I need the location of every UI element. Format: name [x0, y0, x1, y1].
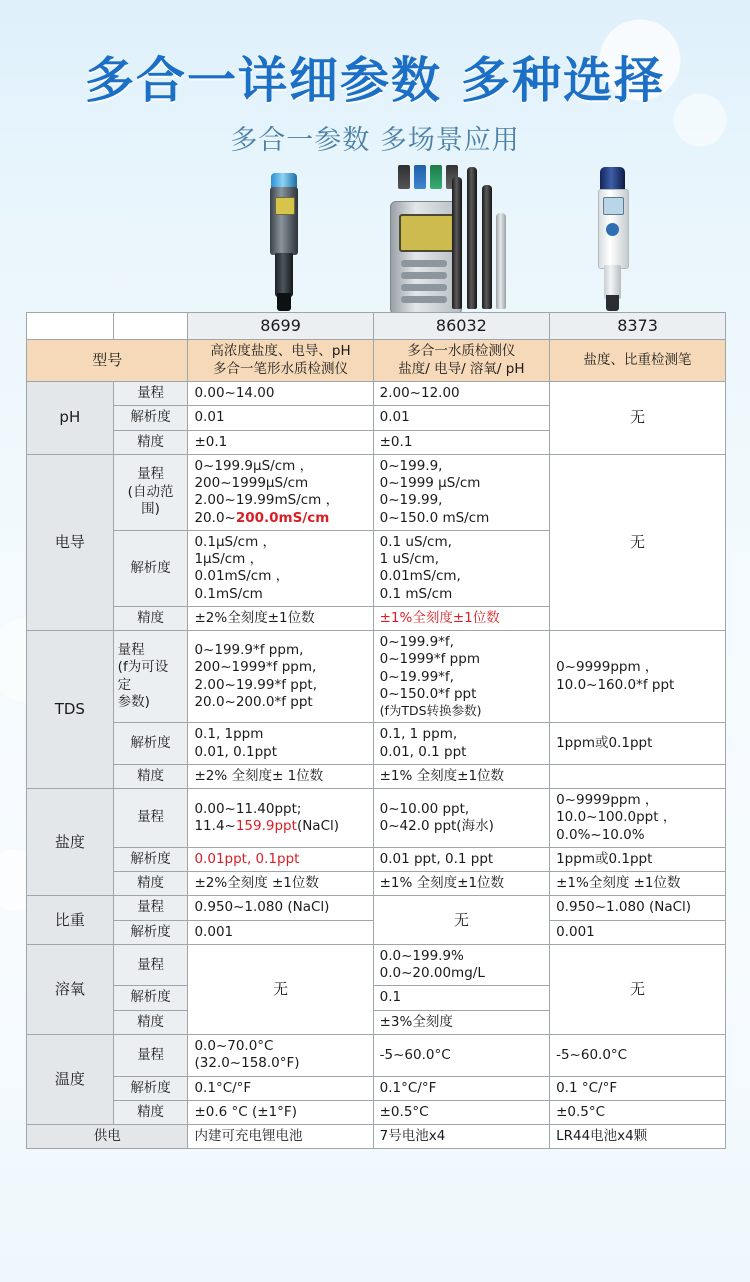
page-subheadline: 多合一参数 多场景应用: [230, 125, 520, 156]
table-row: [27, 1076, 726, 1100]
cell-line: 0~1999*f ppm: [379, 651, 480, 668]
header-desc-8373: [550, 340, 726, 382]
cell-8699: 无: [188, 944, 373, 1034]
row-label: 量程: [113, 789, 188, 848]
highlight-value: 200.0mS/cm: [235, 509, 330, 526]
cell-8373: 0.950~1.080 (NaCl): [550, 896, 726, 920]
cell-line: 0~9999ppm ，: [556, 659, 659, 676]
group-label-specific-gravity: 比重: [27, 896, 114, 945]
cell-line: 2.00~19.99mS/cm ，: [194, 492, 340, 509]
cell-line: 0~19.99,: [379, 492, 443, 509]
specification-table: [26, 312, 726, 1149]
table-row: [27, 1100, 726, 1124]
row-label: 解析度: [113, 723, 188, 765]
header-desc-line1: 高浓度盐度、电导、pH: [210, 343, 351, 360]
cell-86032: 2.00~12.00: [373, 382, 549, 406]
product-image-8699: [262, 173, 308, 313]
cell-8373: 0.1 °C/°F: [550, 1076, 726, 1100]
header-desc-line1: 盐度、比重检测笔: [583, 352, 692, 369]
row-label-line2: (f为可设定: [117, 659, 169, 693]
row-label: 精度: [113, 1010, 188, 1034]
cell-8699: 0.01: [188, 406, 373, 430]
row-label: [113, 631, 188, 723]
cell-8373: 无: [550, 454, 726, 630]
pen-probe: [275, 253, 293, 297]
table-header-descriptions: [27, 340, 726, 382]
cell-line: 0~150.0*f ppt: [379, 685, 477, 702]
row-label: 解析度: [113, 1076, 188, 1100]
cell-8373: ±0.5°C: [550, 1100, 726, 1124]
pen-button: [606, 223, 619, 236]
cell-line: 0.1 mS/cm: [379, 585, 453, 602]
cell-8373: 无: [550, 382, 726, 455]
cell-line: 0~199.9*f,: [379, 634, 454, 651]
cell-8699: ±2% 全刻度± 1位数: [188, 764, 373, 788]
table-row: [27, 896, 726, 920]
cell-86032: [373, 530, 549, 606]
cell-8699: 0.01ppt, 0.1ppt: [188, 847, 373, 871]
table-row-power: [27, 1125, 726, 1149]
cell-86032: [373, 631, 549, 723]
cell-86032: 无: [373, 896, 549, 945]
cell-86032: ±1%全刻度±1位数: [373, 606, 549, 630]
cell-8373: [550, 789, 726, 848]
pen-display: [603, 197, 624, 215]
page-headline: 多合一详细参数 多种选择: [84, 52, 666, 109]
cell-8699: 0.1°C/°F: [188, 1076, 373, 1100]
row-label: 量程: [113, 944, 188, 986]
row-label-line3: 参数): [117, 693, 150, 710]
row-label: 解析度: [113, 406, 188, 430]
product-image-8373: [590, 167, 636, 313]
cell-line: (32.0~158.0°F): [194, 1055, 300, 1072]
group-label-temperature: 温度: [27, 1034, 114, 1124]
cell-line: 200~1999*f ppm,: [194, 659, 317, 676]
header-corner-blank2: [113, 313, 188, 340]
meter-keypad: [401, 260, 451, 300]
group-label-ph: pH: [27, 382, 114, 455]
cell-8699: ±2%全刻度 ±1位数: [188, 872, 373, 896]
cell-86032: 0.1°C/°F: [373, 1076, 549, 1100]
cell-line-highlight: 20.0~200.0mS/cm: [194, 509, 330, 526]
cell-8373: 1ppm或0.1ppt: [550, 723, 726, 765]
row-label: 精度: [113, 430, 188, 454]
meter-display: [399, 214, 457, 252]
cell-86032: ±1% 全刻度±1位数: [373, 764, 549, 788]
cell-86032: [373, 454, 549, 530]
table-row: [27, 847, 726, 871]
table-row: [27, 944, 726, 986]
cell-line: 0.1, 1 ppm,: [379, 726, 458, 743]
row-label: 解析度: [113, 920, 188, 944]
cell-line: 0.01, 0.1 ppt: [379, 743, 467, 760]
cell-86032: ±0.1: [373, 430, 549, 454]
cell-8373: 0.001: [550, 920, 726, 944]
row-label: 解析度: [113, 847, 188, 871]
cell-line: 0.1mS/cm: [194, 585, 263, 602]
row-label: 精度: [113, 872, 188, 896]
table-row: [27, 454, 726, 530]
table-row: [27, 764, 726, 788]
header-model-86032: 86032: [373, 313, 549, 340]
cell-8699: [188, 631, 373, 723]
cell-line: 0~19.99*f,: [379, 668, 454, 685]
cell-86032: -5~60.0°C: [373, 1034, 549, 1076]
group-label-tds: TDS: [27, 631, 114, 789]
cell-8699: 0.001: [188, 920, 373, 944]
cell-8373: [550, 764, 726, 788]
pen-tip: [277, 293, 291, 311]
header-model-8373: 8373: [550, 313, 726, 340]
cell-line: (f为TDS转换参数): [379, 703, 482, 719]
group-label-conductivity: 电导: [27, 454, 114, 630]
cell-line: 0.0~70.0°C: [194, 1037, 274, 1054]
table-row: [27, 723, 726, 765]
cell-line: 0.1µS/cm ，: [194, 533, 277, 550]
product-photo-row: [0, 160, 750, 315]
cell-line: 0.01mS/cm,: [379, 568, 461, 585]
cell-8373: 1ppm或0.1ppt: [550, 847, 726, 871]
row-label: 精度: [113, 1100, 188, 1124]
cell-8699: [188, 789, 373, 848]
cell-86032: 0.01 ppt, 0.1 ppt: [373, 847, 549, 871]
cell-line: 2.00~19.99*f ppt,: [194, 676, 318, 693]
cell-line: 0~199.9µS/cm ，: [194, 457, 314, 474]
pen-cap: [600, 167, 625, 191]
cell-line: 0.0~20.00mg/L: [379, 965, 485, 982]
row-label-power: 供电: [27, 1125, 188, 1149]
cell-line: 0.01, 0.1ppt: [194, 743, 278, 760]
cell-line: 0.01mS/cm ，: [194, 568, 290, 585]
cell-86032: 0.1: [373, 986, 549, 1010]
row-label: 量程: [113, 896, 188, 920]
row-label: 解析度: [113, 530, 188, 606]
highlight-value: 159.9ppt: [235, 817, 297, 834]
cell-8699: [188, 530, 373, 606]
table-row: [27, 1034, 726, 1076]
table-row: [27, 382, 726, 406]
cell-line: 10.0~100.0ppt ，: [556, 809, 677, 826]
row-label: 解析度: [113, 986, 188, 1010]
cell-line: 0.0~199.9%: [379, 947, 464, 964]
cell-line: 0~9999ppm ，: [556, 792, 659, 809]
row-label: 量程: [113, 382, 188, 406]
table-row: [27, 631, 726, 723]
cell-line: 0~199.9*f ppm,: [194, 642, 304, 659]
meter-connectors: [396, 165, 460, 191]
cell-8699: 0.950~1.080 (NaCl): [188, 896, 373, 920]
cell-line: 0.1, 1ppm: [194, 726, 264, 743]
row-label-line1: 量程: [137, 466, 165, 483]
cell-line: 0~199.9,: [379, 457, 443, 474]
header-model-8699: 8699: [188, 313, 373, 340]
cell-8373: 无: [550, 944, 726, 1034]
header-desc-8699: [188, 340, 373, 382]
cell-8373: ±1%全刻度 ±1位数: [550, 872, 726, 896]
cell-8373: [550, 631, 726, 723]
cell-line: 10.0~160.0*f ppt: [556, 676, 675, 693]
cell-8699: [188, 723, 373, 765]
row-label-line1: 量程: [117, 642, 145, 659]
cell-line: 0.1 uS/cm,: [379, 533, 452, 550]
header-corner-blank: [27, 313, 114, 340]
group-label-dissolved-oxygen: 溶氧: [27, 944, 114, 1034]
cell-86032: 7号电池x4: [373, 1125, 549, 1149]
cell-8699: [188, 1034, 373, 1076]
pen-display: [275, 197, 295, 215]
cell-8699: 0.00~14.00: [188, 382, 373, 406]
row-label: 精度: [113, 606, 188, 630]
cell-line: 0.00~11.40ppt;: [194, 800, 302, 817]
cell-line: 0~1999 µS/cm: [379, 475, 481, 492]
header-desc-line2: 盐度/ 电导/ 溶氧/ pH: [398, 360, 525, 377]
cell-line: 0.0%~10.0%: [556, 826, 645, 843]
cell-8373: LR44电池x4颗: [550, 1125, 726, 1149]
row-label: [113, 454, 188, 530]
cell-line: 200~1999µS/cm: [194, 475, 309, 492]
group-label-salinity: 盐度: [27, 789, 114, 896]
table-header-models: [27, 313, 726, 340]
product-image-86032: [390, 165, 510, 315]
row-label-line2: (自动范围): [127, 483, 174, 517]
cell-86032: ±1% 全刻度±1位数: [373, 872, 549, 896]
cell-line-highlight: 11.4~159.9ppt(NaCl): [194, 817, 340, 834]
header-desc-line2: 多合一笔形水质检测仪: [213, 360, 349, 377]
cell-line: 1µS/cm ，: [194, 551, 264, 568]
cell-86032: [373, 944, 549, 986]
pen-tip: [606, 295, 619, 311]
cell-8699: 内建可充电锂电池: [188, 1125, 373, 1149]
cell-86032: ±3%全刻度: [373, 1010, 549, 1034]
cell-line: 1 uS/cm,: [379, 551, 440, 568]
cell-line: 0~10.00 ppt,: [379, 800, 470, 817]
pen-probe: [604, 265, 621, 299]
cell-line: 20.0~200.0*f ppt: [194, 693, 313, 710]
row-label: 量程: [113, 1034, 188, 1076]
cell-86032: 0.01: [373, 406, 549, 430]
cell-8699: ±2%全刻度±1位数: [188, 606, 373, 630]
cell-line: 0~42.0 ppt(海水): [379, 817, 494, 834]
cell-line: 0~150.0 mS/cm: [379, 509, 490, 526]
cell-8699: [188, 454, 373, 530]
meter-probe-set: [452, 161, 510, 309]
header-desc-line1: 多合一水质检测仪: [407, 343, 516, 360]
cell-86032: [373, 789, 549, 848]
cell-86032: [373, 723, 549, 765]
cell-8699: ±0.6 °C (±1°F): [188, 1100, 373, 1124]
header-desc-86032: [373, 340, 549, 382]
table-row: [27, 789, 726, 848]
cell-86032: ±0.5°C: [373, 1100, 549, 1124]
cell-8373: -5~60.0°C: [550, 1034, 726, 1076]
row-label: 精度: [113, 764, 188, 788]
header-model-label: 型号: [27, 340, 188, 382]
cell-8699: ±0.1: [188, 430, 373, 454]
table-row: [27, 872, 726, 896]
